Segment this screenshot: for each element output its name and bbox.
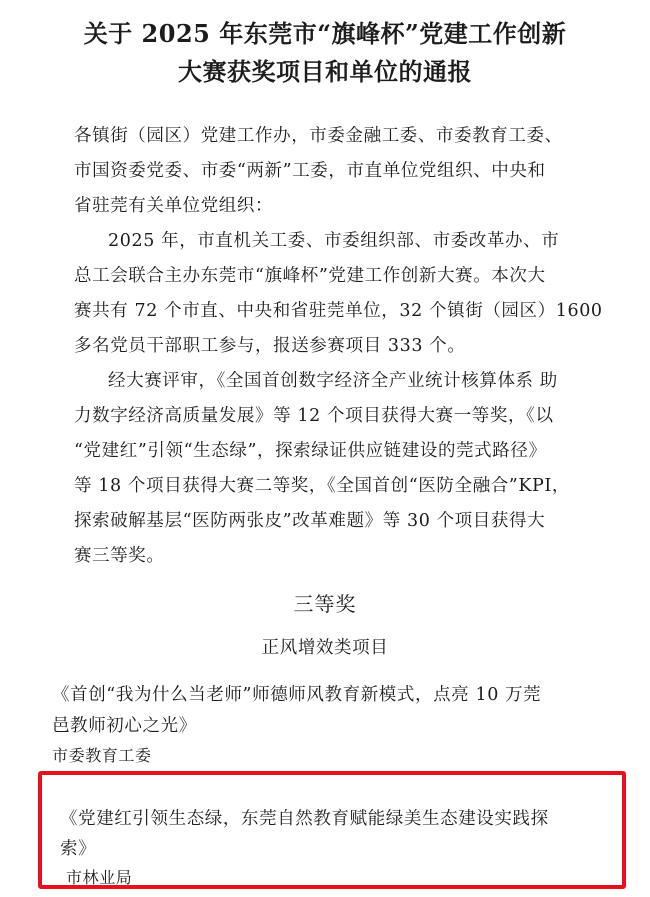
entry-title-line-2: 索》 [60, 839, 97, 859]
body-line: 等 18 个项目获得大赛二等奖，《全国首创“医防全融合”KPI， [74, 476, 570, 496]
body-line: 赛三等奖。 [74, 546, 165, 566]
document-title-line-1: 关于 2025 年东莞市“旗峰杯”党建工作创新 [83, 19, 567, 48]
body-line: 省驻莞有关单位党组织： [74, 196, 274, 216]
body-line: 市国资委党委、市委“两新”工委，市直单位党组织、中央和 [74, 161, 546, 181]
body-line: “党建红”引领“生态绿”，探索绿证供应链建设的莞式路径》 [74, 441, 547, 461]
body-line: 2025 年，市直机关工委、市委组织部、市委改革办、市 [108, 231, 560, 251]
entry-title-line-1: 《首创“我为什么当老师”师德师风教育新模式，点亮 10 万莞 [52, 685, 542, 705]
category-heading: 正风增效类项目 [261, 638, 389, 658]
body-line: 赛共有 72 个市直、中央和省驻莞单位，32 个镇街（园区）1600 [74, 301, 603, 321]
body-line: 各镇街（园区）党建工作办，市委金融工委、市委教育工委、 [74, 126, 563, 146]
entry-title-line-2: 邑教师初心之光》 [52, 716, 197, 736]
body-line: 总工会联合主办东莞市“旗峰杯”党建工作创新大赛。本次大 [74, 266, 546, 286]
award-heading: 三等奖 [293, 592, 357, 616]
entry-unit: 市委教育工委 [52, 746, 152, 765]
entry-unit: 市林业局 [66, 868, 133, 887]
body-line: 多名党员干部职工参与，报送参赛项目 333 个。 [74, 336, 466, 356]
body-line: 力数字经济高质量发展》等 12 个项目获得大赛一等奖，《以 [74, 406, 554, 426]
body-line: 经大赛评审，《全国首创数字经济全产业统计核算体系 助 [108, 371, 558, 391]
entry-title-line-1: 《党建红引领生态绿，东莞自然教育赋能绿美生态建设实践探 [60, 809, 549, 829]
document-title-line-2: 大赛获奖项目和单位的通报 [178, 57, 472, 86]
body-line: 探索破解基层“医防两张皮”改革难题》等 30 个项目获得大 [74, 511, 546, 531]
